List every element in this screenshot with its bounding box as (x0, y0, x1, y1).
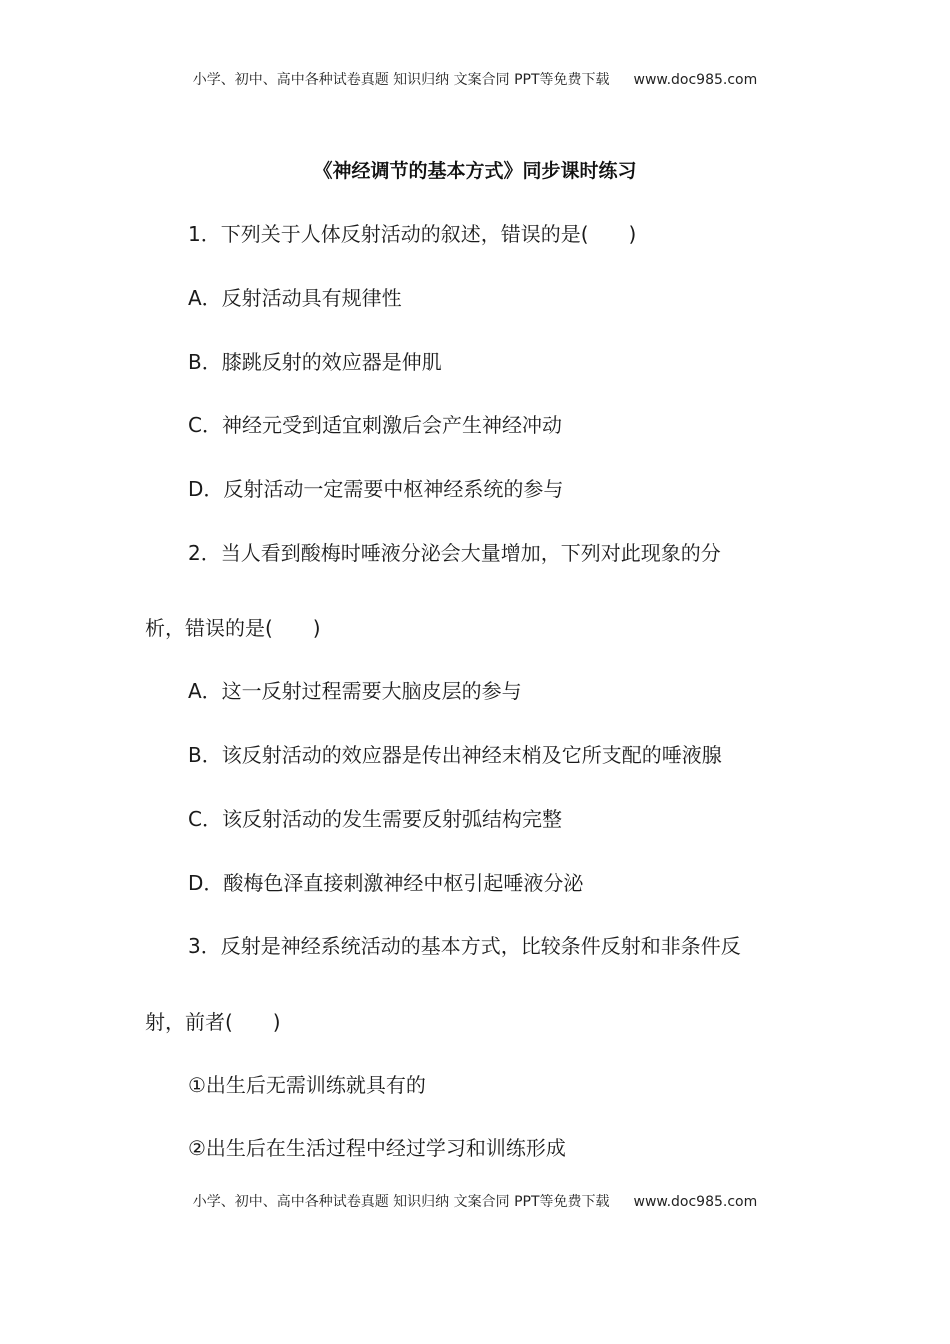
question-2-option-c: C．该反射活动的发生需要反射弧结构完整 (188, 807, 562, 831)
question-3-item-1: ①出生后无需训练就具有的 (188, 1073, 426, 1097)
footer-text: 小学、初中、高中各种试卷真题 知识归纳 文案合同 PPT等免费下载 (192, 1194, 610, 1210)
question-2-stem-line-1: 2．当人看到酸梅时唾液分泌会大量增加，下列对此现象的分 (188, 541, 721, 565)
question-3-stem-line-1: 3．反射是神经系统活动的基本方式，比较条件反射和非条件反 (188, 934, 741, 958)
footer-url: www.doc985.com (633, 1194, 758, 1210)
question-2-stem-line-2: 析，错误的是( ) (145, 616, 321, 640)
question-3-stem-line-2: 射，前者( ) (145, 1010, 281, 1034)
question-2-option-a: A．这一反射过程需要大脑皮层的参与 (188, 679, 522, 703)
question-1-option-d: D．反射活动一定需要中枢神经系统的参与 (188, 477, 564, 501)
question-1-stem: 1．下列关于人体反射活动的叙述，错误的是( ) (188, 222, 637, 246)
question-2-option-b: B．该反射活动的效应器是传出神经末梢及它所支配的唾液腺 (188, 743, 722, 767)
question-3-item-2: ②出生后在生活过程中经过学习和训练形成 (188, 1136, 566, 1160)
document-title: 《神经调节的基本方式》同步课时练习 (313, 160, 637, 182)
page-header (0, 69, 950, 89)
question-2-option-d: D．酸梅色泽直接刺激神经中枢引起唾液分泌 (188, 871, 584, 895)
question-1-option-c: C．神经元受到适宜刺激后会产生神经冲动 (188, 413, 562, 437)
page-footer (0, 1191, 950, 1211)
header-url: www.doc985.com (633, 72, 758, 88)
question-1-option-a: A．反射活动具有规律性 (188, 286, 402, 310)
header-text: 小学、初中、高中各种试卷真题 知识归纳 文案合同 PPT等免费下载 (192, 72, 610, 88)
question-1-option-b: B．膝跳反射的效应器是伸肌 (188, 350, 442, 374)
